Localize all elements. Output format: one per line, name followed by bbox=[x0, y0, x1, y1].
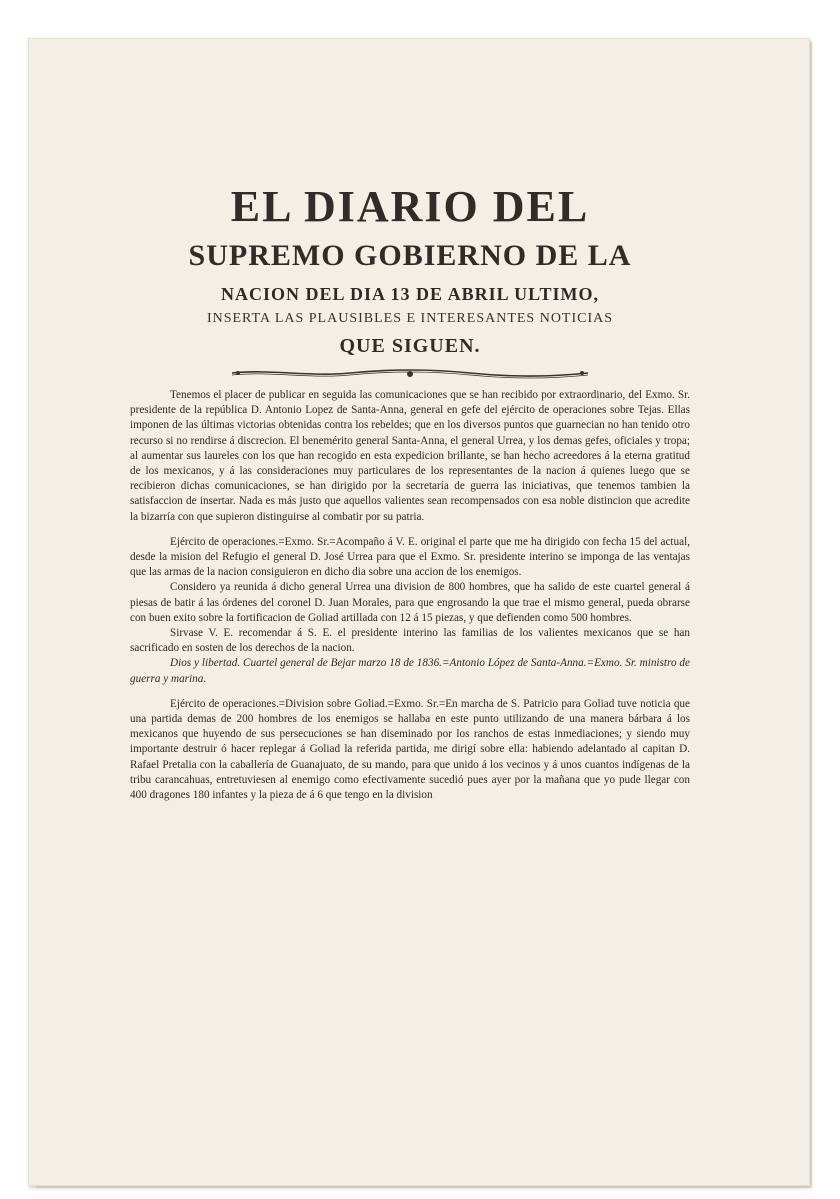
masthead-title: EL DIARIO DEL bbox=[230, 182, 590, 231]
article-body bbox=[130, 388, 690, 803]
paragraph-signature: Dios y libertad. Cuartel general de Bejar marzo 18 de 1836.=Antonio López de Santa-Anna.=Exmo. Sr. ministro de guerra y marina. bbox=[130, 657, 690, 685]
ornamental-rule bbox=[230, 366, 590, 380]
masthead-subtitle: SUPREMO GOBIERNO DE LA bbox=[188, 239, 632, 272]
masthead-notice-line: INSERTA LAS PLAUSIBLES E INTERESANTES NOTICIAS bbox=[206, 311, 614, 326]
paragraph-dispatch-3: Sirvase V. E. recomendar á S. E. el presidente interino las familias de los valientes mexicanos que se han sacrificado en sosten de los derechos de la nacion. bbox=[130, 627, 690, 655]
paragraph-dispatch-2: Considero ya reunida á dicho general Urrea una division de 800 hombres, que ha salido de este cuartel general á piesas de batir á las órdenes del coronel D. Juan Morales, para que engrosando la que trae el mismo general, pueda obrarse con buen exito sobre la fortificacion de Goliad artillada con 12 á 15 piezas, y que defienden como 500 hombres. bbox=[130, 581, 690, 624]
masthead-date-line: NACION DEL DIA 13 DE ABRIL ULTIMO, bbox=[221, 284, 599, 304]
paragraph-dispatch-1: Ejército de operaciones.=Exmo. Sr.=Acompaño á V. E. original el parte que me ha dirigido con fecha 15 del actual, desde la mision del Refugio el general D. José Urrea para que el Exmo. Sr. presidente interino se imponga de las ventajas que las armas de la nacion consiguieron en dicho dia sobre una accion de los enemigos. bbox=[130, 535, 690, 579]
masthead-closing-line: QUE SIGUEN. bbox=[339, 335, 481, 357]
paragraph-intro: Tenemos el placer de publicar en seguida las comunicaciones que se han recibido por extraordinario, del Exmo. Sr. presidente de la república D. Antonio Lopez de Santa-Anna, general en gefe del ejército de operaciones sobre Tejas. Ellas imponen de las últimas victorias obtenidas contra los rebeldes; que en los diversos puntos que guarnecian no han tenido otro recurso si no rendirse á discrecion. El benemérito general Santa-Anna, el general Urrea, y los demas gefes, oficiales y tropa; al aumentar sus laureles con los que han recogido en esta expedicion brillante, se han hecho acreedores á la eterna gratitud de los mexicanos, y á las consideraciones muy particulares de los representantes de la nacion á quienes luego que se recibieron dichas comunicaciones, se han dirigido por la secretaría de guerra las iniciativas, que tenemos tambien la satisfaccion de insertar. Nada es más justo que aquellos valientes sean recompensados con esa noble distincion que acredite la bizarría con que supieron distinguirse al combatir por su patria. bbox=[130, 389, 690, 523]
document-content bbox=[130, 180, 690, 803]
paragraph-goliad-report: Ejército de operaciones.=Division sobre Goliad.=Exmo. Sr.=En marcha de S. Patricio para Goliad tuve noticia que una partida demas de 200 hombres de los enemigos se hallaba en este punto utilizando de una manera bárbara á los mexicanos que huyendo de sus persecuciones se han diseminado por los ranchos de estas inmediaciones; y siendo muy importante destruir ó hacer replegar á Goliad la referida partida, me dirigí sobre ella: habiendo adelantado al capitan D. Rafael Pretalia con la caballería de Guanajuato, de su mando, para que unido á los vecinos y á unos cuantos indígenas de la tribu carancahuas, entretuviesen al enemigo como efectivamente sucedió pues ayer por la mañana que yo pude llegar con 400 dragones 180 infantes y la pieza de á 6 que tengo en la division bbox=[130, 697, 690, 802]
